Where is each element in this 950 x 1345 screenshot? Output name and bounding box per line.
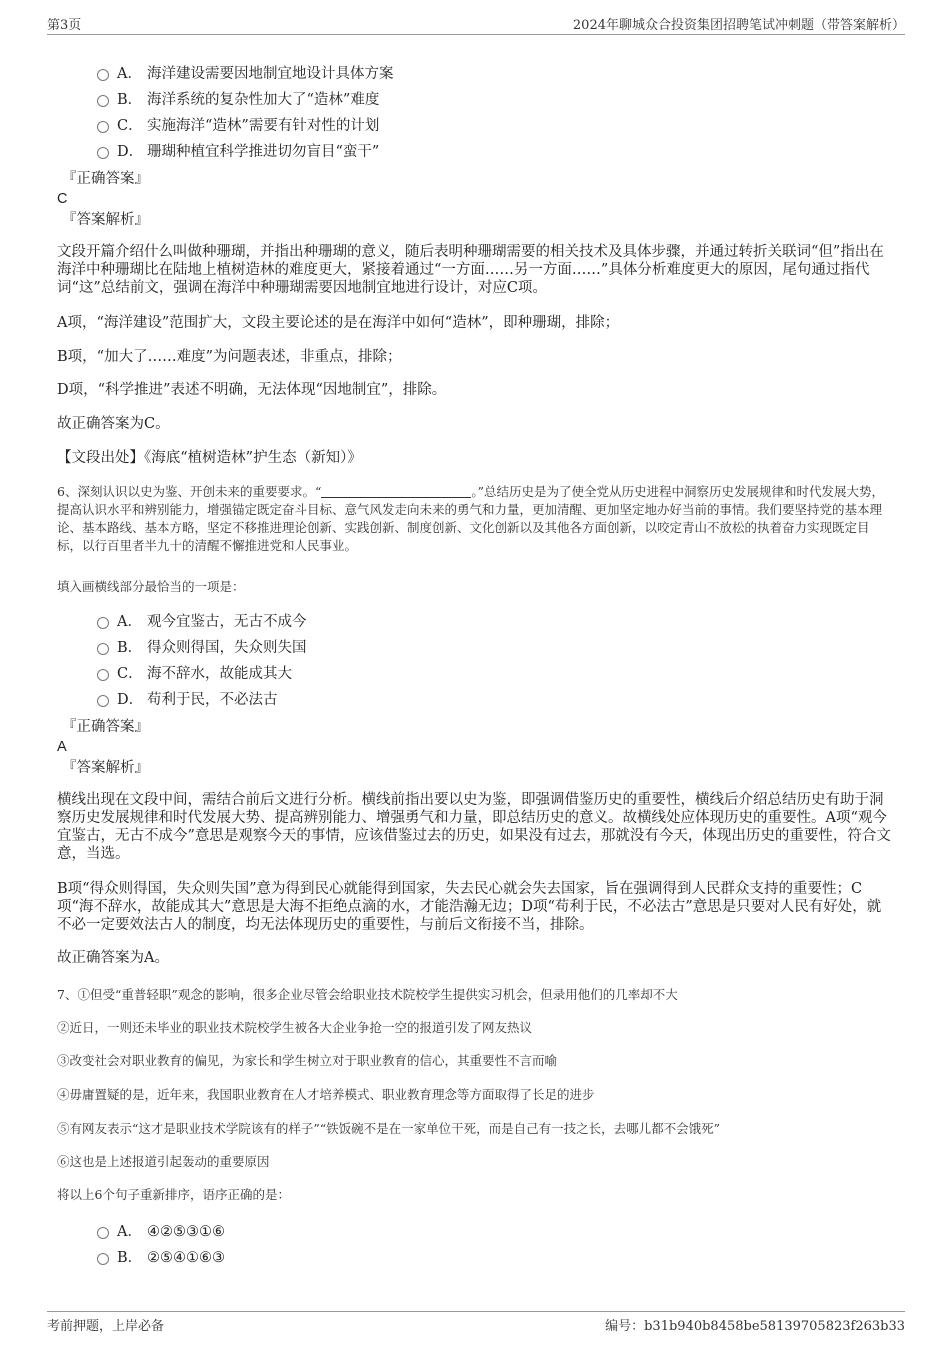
q6-option-b[interactable]: B． 得众则得国，失众则失国 xyxy=(97,637,307,659)
q5-answer-label: 『正确答案』 xyxy=(62,171,149,187)
document-code: 编号：b31b940b8458be58139705823f263b33 xyxy=(605,1319,905,1334)
q6-answer: A xyxy=(57,739,67,755)
page-number: 第3页 xyxy=(47,18,82,33)
q7-sentence: ⑥这也是上述报道引起轰动的重要原因 xyxy=(57,1154,270,1169)
q6-option-d[interactable]: D． 苟利于民，不必法古 xyxy=(97,689,278,711)
page-footer xyxy=(47,1311,905,1336)
q7-sentence: ⑤有网友表示“这才是职业技术学院该有的样子”“铁饭碗不是在一家单位干死，而是自己有一技之长，去哪儿都不会饿死” xyxy=(57,1121,721,1136)
q5-analysis-paragraph: A项，“海洋建设”范围扩大，文段主要论述的是在海洋中如何“造林”，即种珊瑚，排除； xyxy=(57,315,620,331)
q7-option-b[interactable]: B． ②⑤④①⑥③ xyxy=(97,1247,225,1269)
q5-option-b[interactable]: B． 海洋系统的复杂性加大了“造林”难度 xyxy=(97,89,379,111)
q6-prompt: 填入画横线部分最恰当的一项是： xyxy=(57,579,245,594)
q6-answer-label: 『正确答案』 xyxy=(62,719,149,735)
q5-analysis-paragraph: B项，“加大了……难度”为问题表述，非重点，排除； xyxy=(57,349,402,365)
radio-icon[interactable] xyxy=(97,69,109,81)
q7-sentence: 7、①但受“重普轻职”观念的影响，很多企业尽管会给职业技术院校学生提供实习机会，但录用他们的几率却不大 xyxy=(57,987,678,1002)
radio-icon[interactable] xyxy=(97,1253,109,1265)
radio-icon[interactable] xyxy=(97,617,109,629)
q5-analysis-paragraph: 故正确答案为C。 xyxy=(57,416,170,432)
radio-icon[interactable] xyxy=(97,669,109,681)
radio-icon[interactable] xyxy=(97,643,109,655)
q6-analysis-paragraph: B项“得众则得国，失众则失国”意为得到民心就能得到国家，失去民心就会失去国家，旨在强调得到人民群众支持的重要性；C项“海不辞水，故能成其大”意思是大海不拒绝点滴的水，才能浩瀚无边；D项“苟利于民，不必法古”意思是只要对人民有好处，就不必一定要效法古人的制度，均无法体现历史的重要性，与前后文衔接不当，排除。 xyxy=(57,881,882,933)
q5-analysis-paragraph: D项，“科学推进”表述不明确，无法体现“因地制宜”，排除。 xyxy=(57,382,447,398)
q6-option-c[interactable]: C． 海不辞水，故能成其大 xyxy=(97,663,292,685)
radio-icon[interactable] xyxy=(97,95,109,107)
radio-icon[interactable] xyxy=(97,695,109,707)
q5-option-d[interactable]: D． 珊瑚种植宜科学推进切勿盲目“蛮干” xyxy=(97,141,379,163)
radio-icon[interactable] xyxy=(97,121,109,133)
q5-option-c[interactable]: C． 实施海洋“造林”需要有针对性的计划 xyxy=(97,115,379,137)
q7-prompt: 将以上6个句子重新排序，语序正确的是： xyxy=(57,1187,290,1202)
page-header xyxy=(47,14,905,35)
q6-analysis-paragraph: 故正确答案为A。 xyxy=(57,950,169,966)
radio-icon[interactable] xyxy=(97,1227,109,1239)
q7-sentence: ②近日，一则还未毕业的职业技术院校学生被各大企业争抢一空的报道引发了网友热议 xyxy=(57,1020,533,1035)
q5-answer: C xyxy=(57,191,68,207)
q5-analysis-paragraph: 文段开篇介绍什么叫做种珊瑚，并指出种珊瑚的意义，随后表明种珊瑚需要的相关技术及具体步骤，并通过转折关联词“但”指出在海洋中种珊瑚比在陆地上植树造林的难度更大，紧接着通过“一方面……另一方面……”具体分析难度更大的原因，尾句通过指代词“这”总结前文，强调在海洋中种珊瑚需要因地制宜地进行设计，对应C项。 xyxy=(57,244,884,296)
radio-icon[interactable] xyxy=(97,147,109,159)
q5-analysis-label: 『答案解析』 xyxy=(62,212,149,228)
q7-option-a[interactable]: A． ④②⑤③①⑥ xyxy=(97,1221,225,1243)
q7-sentence: ③改变社会对职业教育的偏见，为家长和学生树立对于职业教育的信心，其重要性不言而喻 xyxy=(57,1053,558,1068)
q5-source: 【文段出处】《海底“植树造林”护生态（新知）》 xyxy=(57,450,362,466)
q6-stem: 6、深刻认识以史为鉴、开创未来的重要要求。“ 。”总结历史是为了使全党从历史进程中洞察历史发展规律和时代发展大势，提高认识水平和辨别能力，增强锚定既定奋斗目标、意气风发走向未来的勇气和力量，更加清醒、更加坚定地办好当前的事情。我们要坚持党的基本理论、基本路线、基本方略，坚定不移推进理论创新、实践创新、制度创新、文化创新以及其他各方面创新，以咬定青山不放松的执着奋力实现既定目标，以行百里者半九十的清醒不懈推进党和人民事业。 xyxy=(57,484,885,553)
q5-option-a[interactable]: A． 海洋建设需要因地制宜地设计具体方案 xyxy=(97,63,394,85)
q7-sentence: ④毋庸置疑的是，近年来，我国职业教育在人才培养模式、职业教育理念等方面取得了长足的进步 xyxy=(57,1087,595,1102)
q6-option-a[interactable]: A． 观今宜鉴古，无古不成今 xyxy=(97,611,307,633)
document-title: 2024年聊城众合投资集团招聘笔试冲刺题（带答案解析） xyxy=(572,18,905,33)
q6-analysis-label: 『答案解析』 xyxy=(62,760,149,776)
q6-analysis-paragraph: 横线出现在文段中间，需结合前后文进行分析。横线前指出要以史为鉴，即强调借鉴历史的重要性，横线后介绍总结历史有助于洞察历史发展规律和时代发展大势、提高辨别能力、增强勇气和力量，即总结历史的意义。故横线处应体现历史的重要性。A项“观今宜鉴古，无古不成今”意思是观察今天的事情，应该借鉴过去的历史，如果没有过去，那就没有今天，体现出历史的重要性，符合文意，当选。 xyxy=(57,792,891,862)
footer-slogan: 考前押题，上岸必备 xyxy=(47,1319,165,1334)
answer-blank xyxy=(321,485,471,498)
